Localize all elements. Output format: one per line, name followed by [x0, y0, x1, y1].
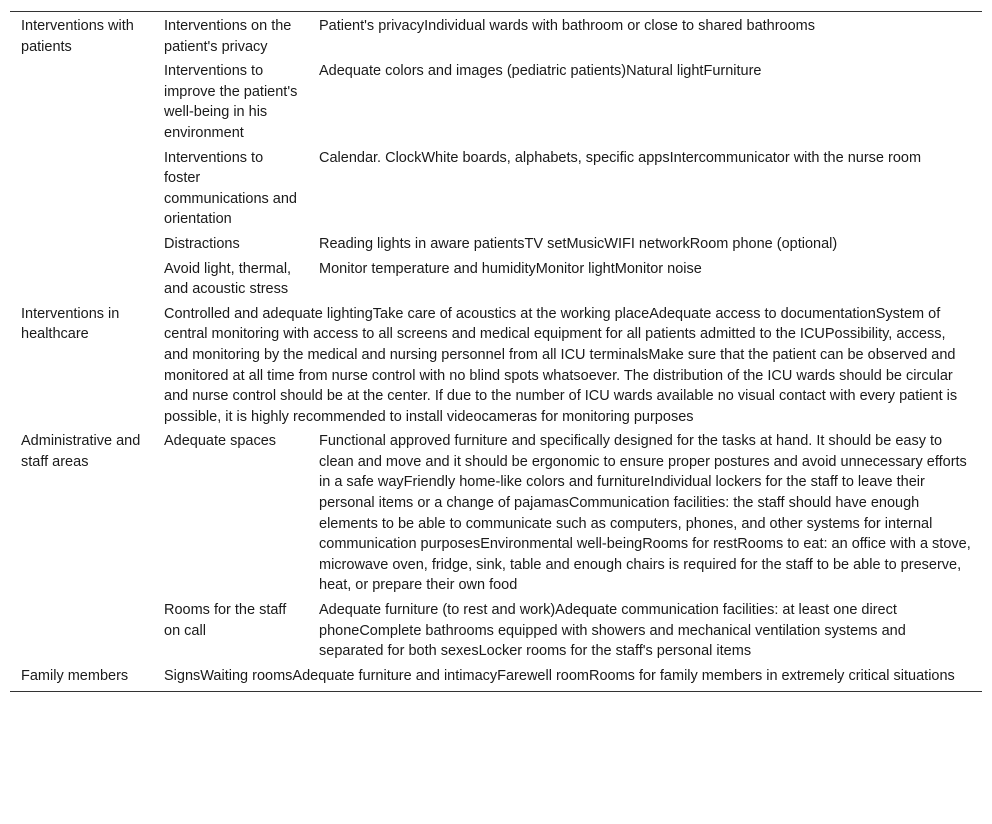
measures-cell: Monitor temperature and humidityMonitor lightMonitor noise: [319, 260, 702, 277]
table-row: [10, 598, 982, 664]
subcategory-cell: Interventions to foster communications and orientation: [164, 149, 297, 228]
measures-cell: Adequate furniture (to rest and work)Adequate communication facilities: at least one direct phoneComplete bathrooms equipped with showers and mechanical ventilation systems and separated for both sexesLocker rooms for the staff's personal items: [319, 602, 906, 660]
interventions-table: [10, 11, 982, 692]
category-cell: Interventions in healthcare: [21, 305, 120, 343]
subcategory-cell: Distractions: [164, 235, 240, 252]
table-row: [10, 12, 982, 60]
measures-cell: Functional approved furniture and specifically designed for the tasks at hand. It should be easy to clean and move and it should be ergonomic to ensure proper postures and avoid unnecessary efforts in a safe wayFriendly home-like colors and furnitureIndividual lockers for the staff to leave their personal items or a change of pajamasCommunication facilities: the staff should have enough elements to be able to communicate such as computers, phones, and other systems for internal communication purposesEnvironmental well-beingRooms for restRooms to eat: an office with a stove, microwave oven, fridge, sink, table and enough chairs is required for the staff to be able to preserve, heat, or prepare their own food: [319, 433, 971, 594]
subcategory-cell: Interventions to improve the patient's well-being in his environment: [164, 63, 298, 141]
table-row: [10, 302, 982, 430]
subcategory-cell: Rooms for the staff on call: [164, 602, 287, 639]
table-row: [10, 146, 982, 232]
measures-cell: Patient's privacyIndividual wards with bathroom or close to shared bathrooms: [319, 18, 816, 34]
table-row: [10, 257, 982, 302]
measures-cell: Calendar. ClockWhite boards, alphabets, specific appsIntercommunicator with the nurse room: [319, 149, 922, 166]
table-row: [10, 664, 982, 692]
table-row: [10, 429, 982, 598]
measures-cell: Controlled and adequate lightingTake care of acoustics at the working placeAdequate access to documentationSystem of central monitoring with access to all screens and medical equipment for all patients admitted to the ICUPossibility, access, and monitoring by the medical and nursing personnel from all ICU terminalsMake sure that the patient can be observed and monitored at all time from nurse control with no blind spots whatsoever. The distribution of the ICU wards should be circular and nurse control should be at the center. If due to the number of ICU wards available no visual contact with every patient is possible, it is highly recommended to install videocameras for monitoring purposes: [164, 305, 958, 425]
category-cell: Interventions with patients: [21, 18, 134, 55]
subcategory-cell: Avoid light, thermal, and acoustic stress: [164, 260, 292, 298]
measures-cell: Reading lights in aware patientsTV setMusicWIFI networkRoom phone (optional): [319, 235, 838, 252]
subcategory-cell: Adequate spaces: [164, 433, 277, 450]
category-cell: Administrative and staff areas: [21, 433, 141, 470]
table-row: [10, 59, 982, 145]
category-cell: Family members: [21, 667, 129, 684]
measures-cell: Adequate colors and images (pediatric patients)Natural lightFurniture: [319, 63, 762, 80]
subcategory-cell: Interventions on the patient's privacy: [164, 18, 292, 55]
measures-cell: SignsWaiting roomsAdequate furniture and intimacyFarewell roomRooms for family members in extremely critical situations: [164, 667, 955, 684]
table-row: [10, 232, 982, 257]
